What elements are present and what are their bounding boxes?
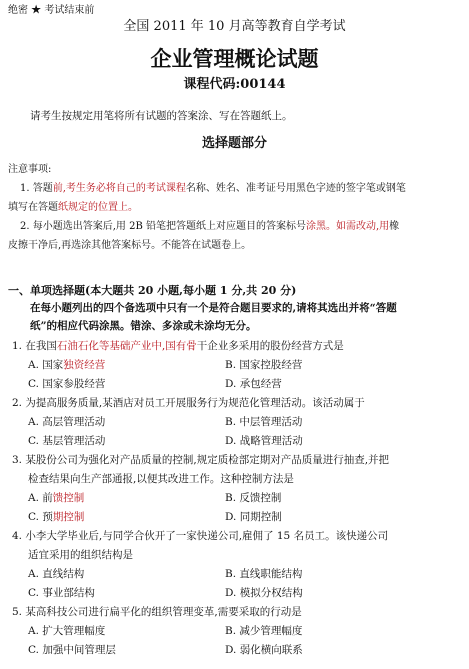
note-2-line-2: 皮擦干净后,再选涂其他答案标号。不能答在试题卷上。: [8, 240, 252, 251]
secret-mark: 绝密 ★ 考试结束前: [8, 5, 95, 16]
note-1-line-2: 填写在答题纸规定的位置上。: [8, 202, 138, 213]
question-4-stem-line-1: 4. 小李大学毕业后,与同学合伙开了一家快递公司,雇佣了 15 名员工。该快递公司: [12, 530, 389, 542]
question-4-option-d: D. 模拟分权结构: [225, 587, 303, 599]
part1-heading: 一、单项选择题(本大题共 20 小题,每小题 1 分,共 20 分): [8, 284, 297, 297]
question-4-stem-line-2: 适宜采用的组织结构是: [28, 549, 133, 561]
question-5-option-c: C. 加强中间管理层: [28, 644, 116, 656]
question-5-option-a: A. 扩大管理幅度: [28, 625, 106, 637]
paper-title: 企业管理概论试题: [150, 46, 319, 71]
question-3-option-d: D. 同期控制: [225, 511, 282, 523]
question-2-option-b: B. 中层管理活动: [225, 416, 303, 428]
question-4-option-c: C. 事业部结构: [28, 587, 95, 599]
exam-title: 全国 2011 年 10 月高等教育自学考试: [123, 19, 346, 34]
course-code: 课程代码:00144: [183, 77, 286, 92]
question-2-option-c: C. 基层管理活动: [28, 435, 106, 447]
question-1-option-a: A. 国家独资经营: [28, 359, 106, 371]
section-title: 选择题部分: [201, 136, 267, 151]
question-5-option-b: B. 减少管理幅度: [225, 625, 303, 637]
question-5-option-d: D. 弱化横向联系: [225, 644, 303, 656]
question-1-option-b: B. 国家控股经营: [225, 359, 303, 371]
question-2-stem: 2. 为提高服务质量,某酒店对员工开展服务行为规范化管理活动。该活动属于: [12, 397, 365, 409]
question-3-stem-line-2: 检查结果向生产部通报,以便其改进工作。这种控制方法是: [28, 473, 294, 485]
question-1-stem: 1. 在我国石油石化等基础产业中,国有骨干企业多采用的股份经营方式是: [12, 340, 344, 352]
question-2-option-d: D. 战略管理活动: [225, 435, 303, 447]
question-3-option-a: A. 前馈控制: [28, 492, 85, 504]
question-3-option-c: C. 预期控制: [28, 511, 85, 523]
notes-label: 注意事项:: [8, 164, 52, 175]
question-4-option-a: A. 直线结构: [28, 568, 85, 580]
question-3-stem-line-1: 3. 某股份公司为强化对产品质量的控制,规定质检部定期对产品质量进行抽查,并把: [12, 454, 390, 466]
question-2-option-a: A. 高层管理活动: [28, 416, 106, 428]
question-4-option-b: B. 直线职能结构: [225, 568, 303, 580]
part1-instruction-1: 在每小题列出的四个备选项中只有一个是符合题目要求的,请将其选出并将“答题: [30, 302, 397, 314]
question-1-option-c: C. 国家参股经营: [28, 378, 106, 390]
part1-instruction-2: 纸”的相应代码涂黑。错涂、多涂或未涂均无分。: [30, 320, 257, 332]
note-2-line-1: 2. 每小题选出答案后,用 2B 铅笔把答题纸上对应题目的答案标号涂黑。如需改动,用橡: [20, 221, 400, 232]
question-1-option-d: D. 承包经营: [225, 378, 282, 390]
question-3-option-b: B. 反馈控制: [225, 492, 282, 504]
intro-text: 请考生按规定用笔将所有试题的答案涂、写在答题纸上。: [30, 110, 293, 122]
note-1-line-1: 1. 答题前,考生务必将自己的考试课程名称、姓名、准考证号用黑色字迹的签字笔或钢笔: [20, 183, 406, 194]
question-5-stem: 5. 某高科技公司进行扁平化的组织管理变革,需要采取的行动是: [12, 606, 302, 618]
